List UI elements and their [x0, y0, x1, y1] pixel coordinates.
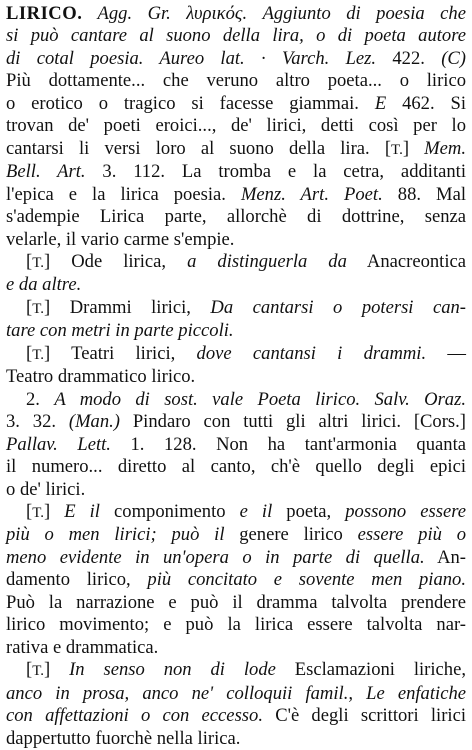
text-run: 1. 128. Non ha tant'armonia quanta: [110, 433, 466, 455]
text-line: [6, 434, 466, 456]
text-run: con affettazioni o con eccesso.: [6, 705, 263, 727]
text-run: [: [26, 296, 33, 318]
text-run: componimento: [99, 500, 240, 522]
text-run: —: [426, 342, 466, 364]
text-run: A modo di sost. vale Poeta lirico. Salv. Oraz.: [54, 388, 466, 410]
text-run: ] Teatri lirici,: [44, 342, 197, 364]
text-run: [: [26, 342, 33, 364]
text-run: Esclamazioni liriche,: [275, 659, 466, 681]
text-run: [: [26, 500, 33, 522]
text-run: o erotico o tragico si facesse giammai.: [6, 92, 375, 114]
text-run: dove cantansi i drammi.: [196, 342, 427, 364]
text-line: [6, 48, 466, 70]
text-run: trovan de' poeti eroici..., de' lirici, detti così per lo: [6, 115, 466, 137]
text-run: An-: [424, 546, 466, 568]
text-line: [6, 320, 466, 342]
text-run: T.: [32, 346, 45, 363]
text-run: a distinguerla da: [187, 250, 347, 272]
text-line: [6, 366, 466, 388]
entry-lirico: [6, 3, 466, 251]
text-run: λυρικός: [186, 3, 243, 24]
text-line: [6, 614, 466, 636]
text-line: [6, 501, 466, 524]
text-line: [6, 637, 466, 659]
dictionary-page: [6, 3, 466, 750]
text-run: (Man.): [68, 411, 120, 433]
text-run: (C): [441, 47, 466, 69]
headword: LIRICO.: [6, 3, 83, 24]
text-line: [6, 161, 466, 183]
text-run: Bell. Art.: [6, 161, 86, 183]
text-run: Menz. Art. Poet.: [240, 183, 383, 205]
text-line: [6, 728, 466, 750]
text-run: possono essere: [345, 500, 467, 522]
text-run: ] Ode lirica,: [44, 250, 188, 272]
text-run: Può la narrazione e può il dramma talvolta prendere: [6, 591, 466, 613]
text-line: [6, 184, 466, 206]
text-line: [6, 3, 466, 25]
text-run: 422.: [376, 47, 442, 69]
text-run: 462. Si: [386, 92, 467, 114]
text-run: [: [26, 250, 33, 272]
text-line: [6, 705, 466, 727]
text-run: T.: [32, 504, 45, 521]
text-line: [6, 456, 466, 478]
text-run: In senso non di lode: [69, 659, 276, 681]
text-run: ] Drammi lirici,: [44, 296, 211, 318]
text-run: ]: [44, 500, 65, 522]
text-run: 88. Mal: [382, 183, 466, 205]
text-run: . Aggiunto di poesia che: [242, 3, 466, 24]
text-run: più concitato e sovente men piano.: [147, 569, 466, 591]
text-run: T.: [32, 663, 45, 680]
text-run: rativa e drammatica.: [6, 636, 159, 658]
text-line: [6, 206, 466, 228]
text-run: poeta,: [272, 500, 346, 522]
text-run: il numero... diretto al canto, ch'è quello degli epici: [6, 456, 466, 478]
text-run: Più dottamente... che veruno altro poeta... o lirico: [6, 70, 466, 92]
text-run: E il: [64, 500, 100, 522]
text-line: [6, 389, 466, 411]
text-run: Mem.: [424, 137, 466, 159]
text-line: [6, 251, 466, 274]
text-run: Anacreontica: [346, 250, 467, 272]
text-run: 3. 112. La tromba e la cetra, additanti: [85, 161, 466, 183]
text-run: meno evidente in un'opera o in parte di quella.: [6, 546, 425, 568]
text-run: l'epica e la lirica poesia.: [6, 183, 241, 205]
text-line: [6, 592, 466, 614]
text-run: dappertutto fuorchè nella lirica.: [6, 727, 241, 749]
entry-sense-paragraph: [6, 251, 466, 297]
text-run: Da cantarsi o potersi can-: [210, 296, 466, 318]
text-run: T.: [391, 141, 403, 158]
text-run: ]: [44, 659, 70, 681]
text-run: Agg. Gr.: [82, 3, 187, 24]
text-line: [6, 659, 466, 682]
text-run: e il: [239, 500, 273, 522]
entry-paragraphs: [6, 251, 466, 750]
text-line: [6, 229, 466, 251]
text-line: [6, 547, 466, 569]
text-run: genere lirico: [224, 524, 358, 546]
text-line: [6, 297, 466, 320]
text-run: tare con metri in parte piccoli.: [6, 320, 234, 342]
text-run: cantarsi li versi loro al suono della lira. [: [6, 137, 392, 159]
text-line: [6, 569, 466, 591]
entry-sense-paragraph: [6, 297, 466, 343]
text-run: s'adempie Lirica parte, allorchè di dottrine, senza: [6, 206, 466, 228]
entry-sense-paragraph: [6, 501, 466, 659]
text-run: o de' lirici.: [6, 478, 86, 500]
text-run: [: [26, 659, 33, 681]
text-line: [6, 93, 466, 115]
entry-sense-paragraph: [6, 389, 466, 501]
text-line: [6, 70, 466, 92]
text-run: damento lirico,: [6, 569, 148, 591]
text-run: T.: [32, 254, 45, 271]
text-run: E: [374, 92, 387, 114]
text-line: [6, 138, 466, 161]
text-run: lirico movimento; e può la lirica essere talvolta nar-: [6, 614, 466, 636]
text-run: T.: [32, 300, 45, 317]
text-run: più o men lirici; può il: [6, 524, 225, 546]
text-line: [6, 411, 466, 433]
text-run: Teatro drammatico lirico.: [6, 366, 196, 388]
text-run: Pallav. Lett.: [6, 433, 111, 455]
text-line: [6, 274, 466, 296]
text-line: [6, 343, 466, 366]
text-run: si può cantare al suono della lira, o di poeta autore: [6, 25, 466, 47]
text-run: C'è degli scrittori lirici: [262, 705, 466, 727]
text-line: [6, 479, 466, 501]
entry-sense-paragraph: [6, 659, 466, 750]
text-run: di cotal poesia. Aureo lat. · Varch. Lez.: [6, 47, 377, 69]
text-line: [6, 115, 466, 137]
text-run: Pindaro con tutti gli altri lirici. [Cors.]: [120, 411, 466, 433]
text-run: ]: [402, 137, 425, 159]
text-run: anco in prosa, anco ne' colloquii famil., Le enfatiche: [6, 682, 466, 704]
text-run: velarle, il vario carme s'empie.: [6, 228, 235, 250]
text-line: [6, 25, 466, 47]
text-run: 2.: [26, 388, 55, 410]
entry-sense-paragraph: [6, 343, 466, 389]
text-run: essere più o: [357, 524, 466, 546]
text-line: [6, 524, 466, 546]
text-run: e da altre.: [6, 274, 82, 296]
text-run: 3. 32.: [6, 411, 69, 433]
